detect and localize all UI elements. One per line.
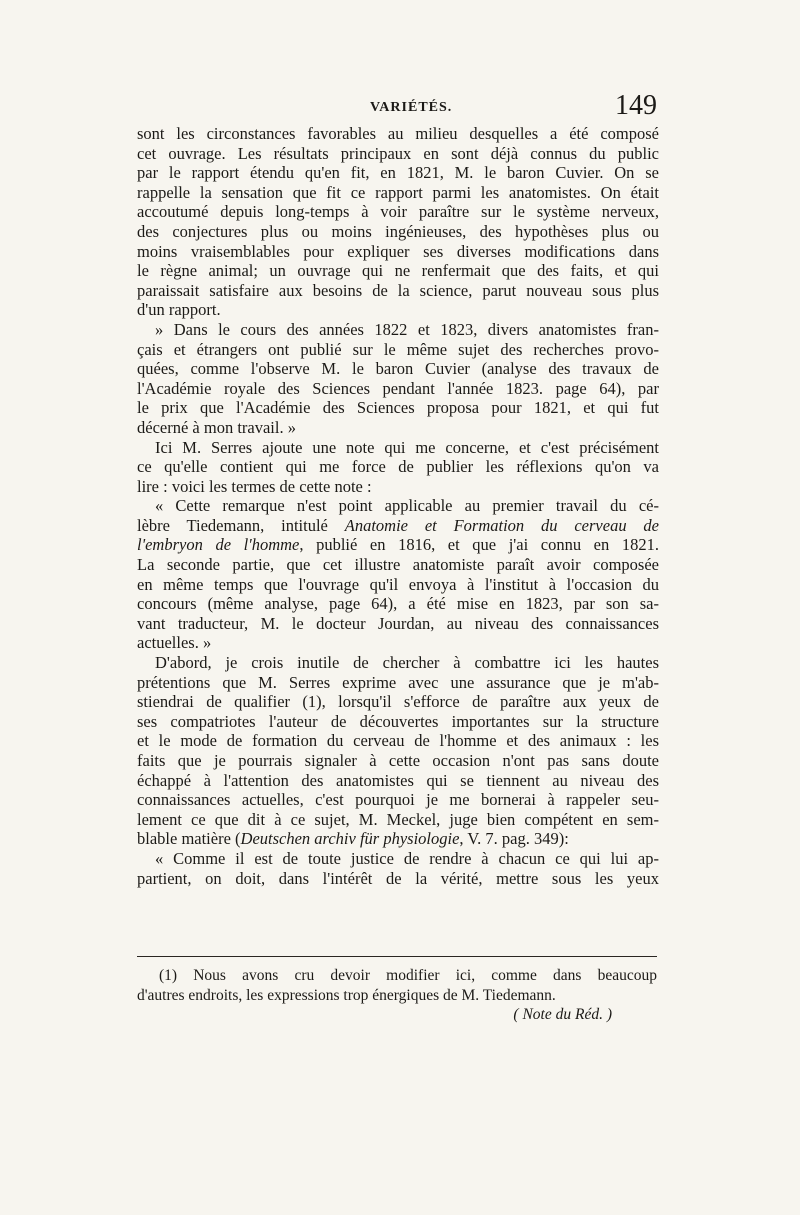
running-header: [137, 88, 659, 124]
page-body: [137, 88, 659, 888]
text-line: concours (même analyse, page 64), a été mise en 1823, par son sa-: [137, 594, 659, 614]
text-line: lèbre Tiedemann, intitulé Anatomie et Formation du cerveau de: [137, 515, 659, 535]
text-line: sont les circonstances favorables au milieu desquelles a été composé: [137, 124, 659, 143]
footnote: [137, 966, 657, 1025]
text-line: La seconde partie, que cet illustre anatomiste paraît avoir composée: [137, 555, 659, 575]
footnote-signature: ( Note du Réd. ): [513, 1006, 612, 1024]
text-line: connaissances actuelles, c'est pourquoi je me bornerai à rappeler seu-: [137, 790, 659, 810]
footnote-rule: [137, 956, 657, 957]
text-line: prétentions que M. Serres exprime avec une assurance que je m'ab-: [137, 672, 659, 692]
text-line: rappelle la sensation que fit ce rapport parmi les anatomistes. On était: [137, 182, 659, 202]
text-line: moins vraisemblables pour expliquer ses diverses modifications dans: [137, 241, 659, 261]
text-line: l'Académie royale des Sciences pendant l'année 1823. page 64), par: [137, 378, 659, 398]
page-number: 149: [615, 90, 657, 121]
text-line: « Comme il est de toute justice de rendre à chacun ce qui lui ap-: [155, 848, 659, 868]
text-line: en même temps que l'ouvrage qu'il envoya à l'institut à l'occasion du: [137, 574, 659, 594]
text-line: D'abord, je crois inutile de chercher à combattre ici les hautes: [155, 653, 659, 673]
text-line: paraissait satisfaire aux besoins de la science, parut nouveau sous plus: [137, 280, 659, 300]
text-line: » Dans le cours des années 1822 et 1823, divers anatomistes fran-: [155, 319, 659, 339]
text-line: et le mode de formation du cerveau de l'homme et des animaux : les: [137, 731, 659, 751]
text-line: l'embryon de l'homme, publié en 1816, et que j'ai connu en 1821.: [137, 535, 659, 555]
text-line: le prix que l'Académie des Sciences proposa pour 1821, et qui fut: [137, 398, 659, 418]
text-line: stiendrai de qualifier (1), lorsqu'il s'efforce de paraître aux yeux de: [137, 692, 659, 712]
text-line: le règne animal; un ouvrage qui ne renfermait que des faits, et qui: [137, 261, 659, 281]
text-line: vant traducteur, M. le docteur Jourdan, au niveau des connaissances: [137, 613, 659, 633]
text-line: cet ouvrage. Les résultats principaux en sont déjà connus du public: [137, 143, 659, 163]
text-line: quées, comme l'observe M. le baron Cuvier (analyse des travaux de: [137, 359, 659, 379]
text-line: lement ce que dit à ce sujet, M. Meckel, juge bien compétent en sem-: [137, 809, 659, 829]
footnote-line: (1) Nous avons cru devoir modifier ici, comme dans beaucoup: [159, 967, 657, 984]
running-title: VARIÉTÉS.: [370, 100, 453, 115]
text-line: des conjectures plus ou moins ingénieuses, des hypothèses plus ou: [137, 221, 659, 241]
text-line: lire : voici les termes de cette note :: [137, 476, 372, 496]
text-line: faits que je pourrais signaler à cette occasion n'ont pas sans doute: [137, 751, 659, 770]
main-text: [137, 124, 659, 888]
text-line: ses compatriotes l'auteur de découvertes importantes sur la structure: [137, 711, 659, 731]
text-line: Ici M. Serres ajoute une note qui me concerne, et c'est précisément: [155, 437, 659, 457]
text-line: d'un rapport.: [137, 300, 221, 320]
text-line: accoutumé depuis long-temps à voir paraître sur le système nerveux,: [137, 202, 659, 222]
text-line: çais et étrangers ont publié sur le même sujet des recherches provo-: [137, 339, 659, 359]
text-line: « Cette remarque n'est point applicable au premier travail du cé-: [155, 496, 659, 516]
text-line: partient, on doit, dans l'intérêt de la vérité, mettre sous les yeux: [137, 868, 659, 888]
text-line: actuelles. »: [137, 633, 212, 653]
text-line: ce qu'elle contient qui me force de publier les réflexions qu'on va: [137, 457, 659, 477]
text-line: décerné à mon travail. »: [137, 417, 296, 437]
text-line: par le rapport étendu qu'en fit, en 1821, M. le baron Cuvier. On se: [137, 163, 659, 183]
text-line: échappé à l'attention des anatomistes qui se tiennent au niveau des: [137, 770, 659, 790]
footnote-line: d'autres endroits, les expressions trop énergiques de M. Tiedemann.: [137, 986, 556, 1004]
text-line: blable matière (Deutschen archiv für physiologie, V. 7. pag. 349):: [137, 829, 569, 849]
